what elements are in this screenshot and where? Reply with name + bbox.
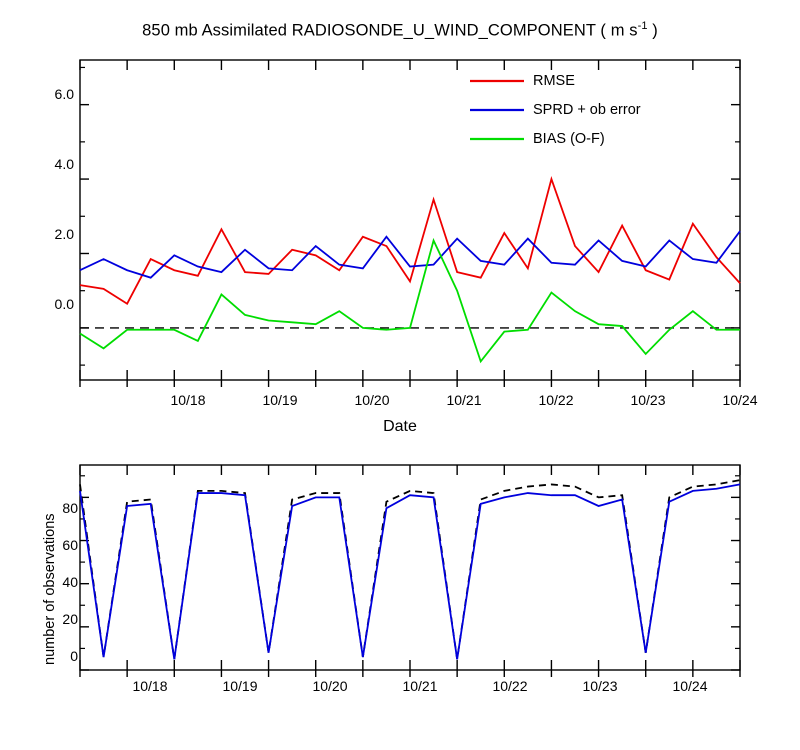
top-series-rmse [80,179,740,304]
top-xtick-5: 10/23 [630,392,666,408]
top-series-bias-o-f [80,240,740,361]
legend-label-rmse: RMSE [533,73,575,89]
top-ytick-1: 4.0 [54,156,74,172]
top-ytick-2: 2.0 [54,226,74,242]
bottom-xtick-0: 10/18 [132,678,168,694]
top-xtick-6: 10/24 [722,392,758,408]
bottom-xtick-3: 10/21 [402,678,438,694]
top-xtick-1: 10/19 [262,392,298,408]
page-title-main: 850 mb Assimilated RADIOSONDE_U_WIND_COMPONENT ( m s [142,21,638,40]
bottom-xtick-1: 10/19 [222,678,258,694]
bottom-xtick-5: 10/23 [582,678,618,694]
bottom-xtick-2: 10/20 [312,678,348,694]
top-xtick-0: 10/18 [170,392,206,408]
bottom-panel [0,440,800,750]
top-xtick-4: 10/22 [538,392,574,408]
bottom-ytick-0: 80 [62,500,78,516]
bottom-xtick-4: 10/22 [492,678,528,694]
page-title-superscript: -1 [637,20,648,32]
bottom-ytick-2: 40 [62,574,78,590]
bottom-ytick-3: 20 [62,611,78,627]
top-xaxis-label: Date [383,418,417,435]
top-ytick-0: 6.0 [54,86,74,102]
top-xtick-3: 10/21 [446,392,482,408]
bottom-ytick-1: 60 [62,537,78,553]
legend-label-sprd: SPRD + ob error [533,102,641,118]
legend-label-bias: BIAS (O-F) [533,131,605,147]
bottom-panel-svg [0,440,800,750]
bottom-ytick-4: 0 [70,648,78,664]
bottom-yaxis-label: number of observations [42,513,58,665]
top-ytick-3: 0.0 [54,296,74,312]
bottom-xtick-6: 10/24 [672,678,708,694]
page-title-tail: ) [647,21,658,40]
top-xtick-2: 10/20 [354,392,390,408]
bottom-series-assimilated [80,484,740,659]
